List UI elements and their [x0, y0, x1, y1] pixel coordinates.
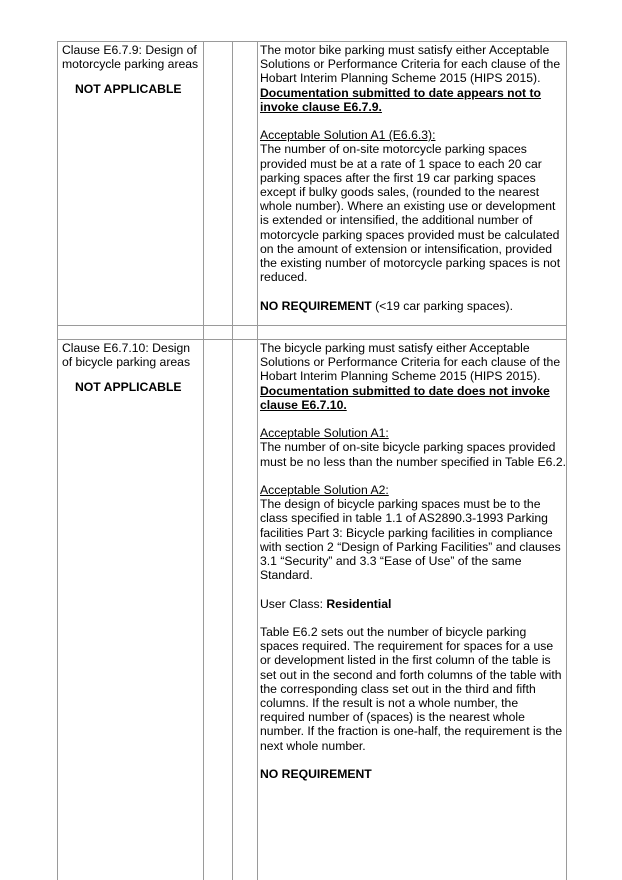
intro-text: The bicycle parking must satisfy either Acceptable Solutions or Performance Criteria for each clause of the Hobart Interim Planning Scheme 2015 (HIPS 2015). [260, 341, 561, 384]
status-label: NOT APPLICABLE [75, 379, 182, 394]
acceptable-solution-a1-heading: Acceptable Solution A1: [260, 426, 389, 441]
finding-text: Documentation submitted to date appears not to invoke clause E6.7.9. [260, 85, 542, 114]
acceptable-solution-a1-text: The number of on-site bicycle parking spaces provided must be no less than the number specified in Table E6.2. [260, 440, 567, 469]
requirement-line [260, 299, 566, 313]
motorcycle-assessment-cell [260, 43, 566, 313]
acceptable-solution-a2-heading: Acceptable Solution A2: [260, 483, 389, 497]
user-class-label: User Class: [260, 596, 327, 611]
motorcycle-clause-cell [59, 43, 202, 96]
column-divider-3 [257, 41, 258, 880]
intro-text: The motor bike parking must satisfy either Acceptable Solutions or Performance Criteria for each clause of the Hobart Interim Planning Scheme 2015 (HIPS 2015). [260, 43, 561, 86]
requirement-label: NO REQUIREMENT [260, 298, 372, 313]
table-right-border [566, 41, 567, 880]
acceptable-solution-text: The number of on-site motorcycle parking spaces provided must be at a rate of 1 space to each 20 car parking spaces after the first 19 car parking spaces except if bulky goods sales, (rounded to the nearest whole number). Where an existing use or development is extended or intensified, the additional number of motorcycle parking spaces provided must be calculated on the amount of extension or intensification, provided the existing number of motorcycle parking spaces is not reduced. [260, 142, 561, 285]
table-left-border [57, 41, 58, 880]
user-class-value: Residential [326, 596, 392, 611]
bicycle-clause-cell [59, 341, 202, 394]
clause-title: Clause E6.7.10: Design of bicycle parking areas [62, 341, 191, 370]
user-class-line [260, 597, 566, 611]
acceptable-solution-heading: Acceptable Solution A1 (E6.6.3): [260, 128, 436, 143]
requirement-note: (<19 car parking spaces). [371, 298, 513, 313]
requirement-label: NO REQUIREMENT [260, 767, 372, 782]
row-divider-2 [57, 339, 567, 340]
table-top-border [57, 41, 567, 42]
row-divider-1 [57, 325, 567, 326]
table-e6-2-description: Table E6.2 sets out the number of bicycle parking spaces required. The requirement for spaces for a use or development listed in the first column of the table is set out in the second and forth columns of the table with the corresponding class set out in the third and fifth columns. If the result is not a whole number, the required number of (spaces) is the nearest whole number. If the fraction is one-half, the requirement is the next whole number. [260, 625, 563, 753]
clause-title: Clause E6.7.9: Design of motorcycle parking areas [62, 43, 199, 72]
bicycle-assessment-cell [260, 341, 566, 781]
column-divider-1 [203, 41, 204, 880]
finding-text: Documentation submitted to date does not invoke clause E6.7.10. [260, 383, 550, 412]
column-divider-2 [232, 41, 233, 880]
status-label: NOT APPLICABLE [75, 81, 182, 96]
acceptable-solution-a2-text: The design of bicycle parking spaces must be to the class specified in table 1.1 of AS2890.3-1993 Parking facilities Part 3: Bicycle parking facilities in compliance with section 2 “Design of Parking Facilities” and clauses 3.1 “Security” and 3.3 “Ease of Use” of the same Standard. [260, 497, 561, 583]
